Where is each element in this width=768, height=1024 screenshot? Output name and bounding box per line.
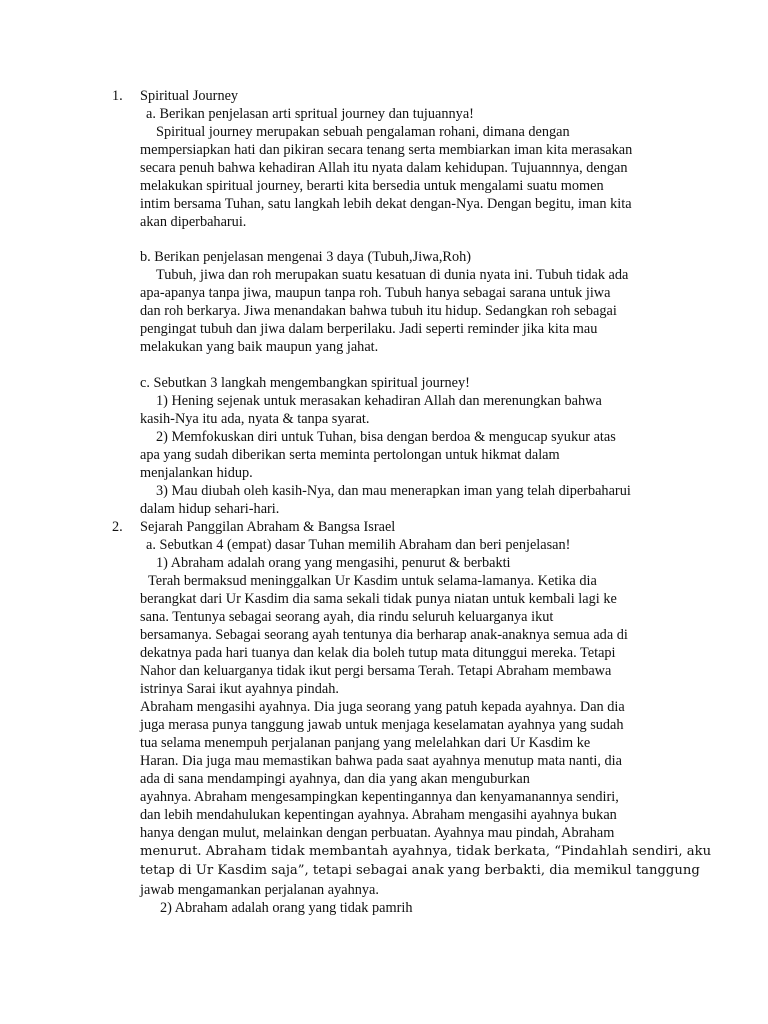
answer-1c-line: kasih-Nya itu ada, nyata & tanpa syarat. (140, 411, 370, 427)
paragraph-1-line: sana. Tentunya sebagai seorang ayah, dia rindu seluruh keluarganya ikut (140, 609, 554, 625)
paragraph-2-line-alt-font: menurut. Abraham tidak membantah ayahnya, tidak berkata, “Pindahlah sendiri, aku (140, 844, 712, 859)
section-2-title: Sejarah Panggilan Abraham & Bangsa Israel (140, 519, 396, 535)
paragraph-2-line: dan lebih mendahulukan kepentingan ayahnya. Abraham mengasihi ayahnya bukan (140, 807, 617, 823)
answer-1b-line: Tubuh, jiwa dan roh merupakan suatu kesatuan di dunia nyata ini. Tubuh tidak ada (156, 267, 629, 283)
question-1b: b. Berikan penjelasan mengenai 3 daya (Tubuh,Jiwa,Roh) (140, 249, 472, 265)
paragraph-2-line: Abraham mengasihi ayahnya. Dia juga seorang yang patuh kepada ayahnya. Dan dia (140, 699, 625, 715)
paragraph-2-line: ayahnya. Abraham mengesampingkan kepentingannya dan kenyamanannya sendiri, (140, 789, 619, 805)
answer-1c-line: menjalankan hidup. (140, 465, 253, 481)
answer-1c-line: dalam hidup sehari-hari. (140, 501, 280, 517)
answer-1a-line: mempersiapkan hati dan pikiran secara tenang serta membiarkan iman kita merasakan (140, 142, 633, 158)
section-1-title: Spiritual Journey (140, 88, 239, 104)
paragraph-1-line: Nahor dan keluarganya tidak ikut pergi bersama Terah. Tetapi Abraham membawa (140, 663, 612, 679)
question-2a: a. Sebutkan 4 (empat) dasar Tuhan memilih Abraham dan beri penjelasan! (146, 537, 571, 553)
answer-1c-line: 1) Hening sejenak untuk merasakan kehadiran Allah dan merenungkan bahwa (156, 393, 602, 409)
paragraph-1-line: dekatnya pada hari tuanya dan kelak dia boleh tutup mata ditunggui mereka. Tetapi (140, 645, 616, 661)
paragraph-2-line: ada di sana mendampingi ayahnya, dan dia yang akan menguburkan (140, 771, 530, 787)
section-1-number: 1. (112, 88, 123, 104)
answer-1c-line: apa yang sudah diberikan serta meminta pertolongan untuk hikmat dalam (140, 447, 560, 463)
answer-1b-line: dan roh berkarya. Jiwa menandakan bahwa tubuh itu hidup. Sedangkan roh sebagai (140, 303, 617, 319)
answer-1b-line: apa-apanya tanpa jiwa, maupun tanpa roh. Tubuh hanya sebagai sarana untuk jiwa (140, 285, 611, 301)
answer-1a-line: intim bersama Tuhan, satu langkah lebih dekat dengan-Nya. Dengan begitu, iman kita (140, 196, 632, 212)
question-1c: c. Sebutkan 3 langkah mengembangkan spiritual journey! (140, 375, 470, 391)
point-1-heading: 1) Abraham adalah orang yang mengasihi, penurut & berbakti (156, 555, 511, 571)
answer-1a-line: secara penuh bahwa kehadiran Allah itu nyata dalam kehidupan. Tujuannnya, dengan (140, 160, 628, 176)
question-1a: a. Berikan penjelasan arti spritual journey dan tujuannya! (146, 106, 474, 122)
paragraph-1-line: Terah bermaksud meninggalkan Ur Kasdim untuk selama-lamanya. Ketika dia (148, 573, 597, 589)
paragraph-2-line: jawab mengamankan perjalanan ayahnya. (140, 882, 379, 898)
paragraph-2-line: hanya dengan mulut, melainkan dengan perbuatan. Ayahnya mau pindah, Abraham (140, 825, 615, 841)
paragraph-2-line: tua selama menempuh perjalanan panjang yang melelahkan dari Ur Kasdim ke (140, 735, 591, 751)
paragraph-2-line: Haran. Dia juga mau memastikan bahwa pada saat ayahnya menutup mata nanti, dia (140, 753, 622, 769)
answer-1a-line: melakukan spiritual journey, berarti kita bersedia untuk mengalami suatu momen (140, 178, 604, 194)
paragraph-1-line: istrinya Sarai ikut ayahnya pindah. (140, 681, 339, 697)
answer-1c-line: 2) Memfokuskan diri untuk Tuhan, bisa dengan berdoa & mengucap syukur atas (156, 429, 616, 445)
answer-1a-line: akan diperbaharui. (140, 214, 247, 230)
section-2-number: 2. (112, 519, 123, 535)
paragraph-2-line-alt-font: tetap di Ur Kasdim saja”, tetapi sebagai anak yang berbakti, dia memikul tanggung (140, 863, 700, 878)
paragraph-1-line: bersamanya. Sebagai seorang ayah tentunya dia berharap anak-anaknya semua ada di (140, 627, 628, 643)
answer-1a-line: Spiritual journey merupakan sebuah pengalaman rohani, dimana dengan (156, 124, 570, 140)
answer-1c-line: 3) Mau diubah oleh kasih-Nya, dan mau menerapkan iman yang telah diperbaharui (156, 483, 631, 499)
point-2-heading: 2) Abraham adalah orang yang tidak pamrih (160, 900, 413, 916)
paragraph-2-line: juga merasa punya tanggung jawab untuk menjaga keselamatan ayahnya yang sudah (140, 717, 624, 733)
answer-1b-line: pengingat tubuh dan jiwa dalam berperilaku. Jadi seperti reminder jika kita mau (140, 321, 598, 337)
paragraph-1-line: berangkat dari Ur Kasdim dia sama sekali tidak punya niatan untuk kembali lagi ke (140, 591, 617, 607)
answer-1b-line: melakukan yang baik maupun yang jahat. (140, 339, 379, 355)
